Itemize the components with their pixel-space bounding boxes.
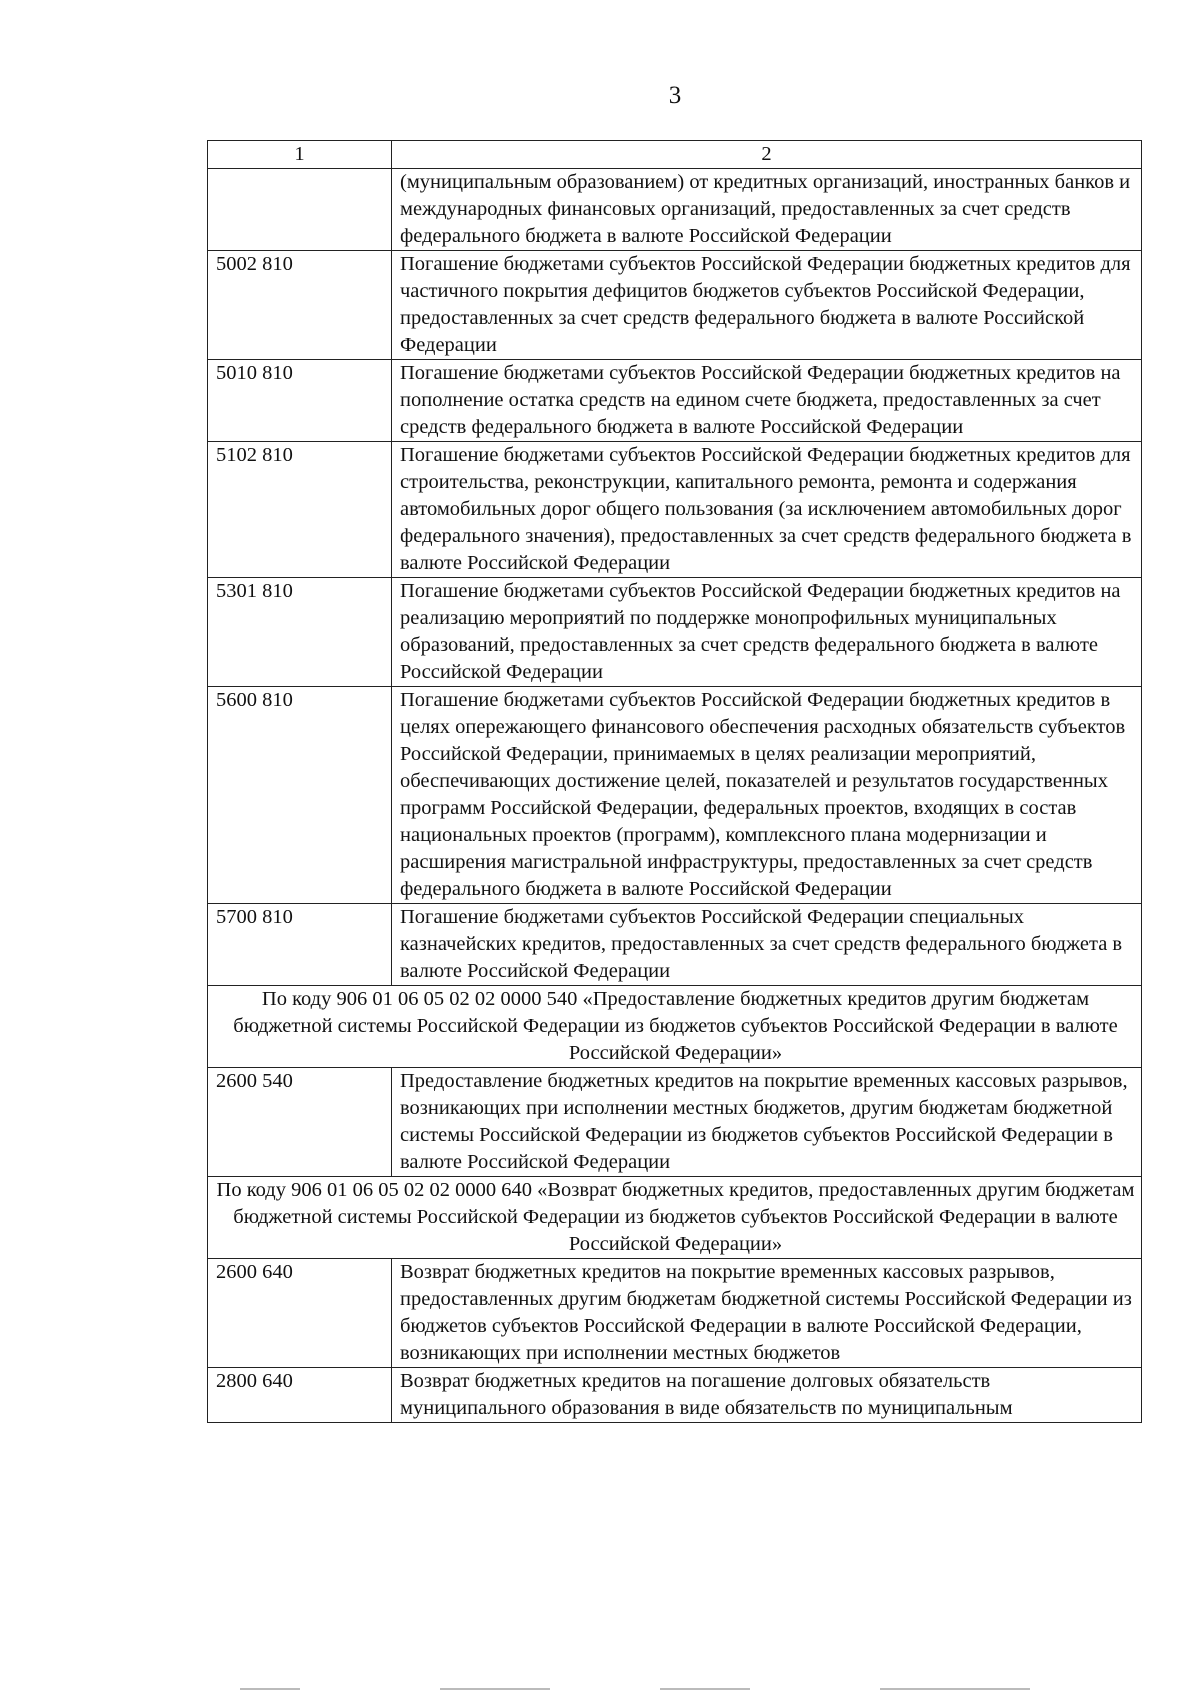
section-row (208, 986, 1142, 1068)
row-description: Погашение бюджетами субъектов Российской Федерации бюджетных кредитов в целях опережающего финансового обеспечения расходных обязательств субъектов Российской Федерации, принимаемых в целях реализации мероприятий, обеспечивающих достижение целей, показателей и результатов государственных программ Российской Федерации, федеральных проектов, входящих в состав национальных проектов (программ), комплексного плана модернизации и расширения магистральной инфраструктуры, предоставленных за счет средств федерального бюджета в валюте Российской Федерации (392, 687, 1142, 904)
table-row (208, 169, 1142, 251)
row-description: Возврат бюджетных кредитов на погашение долговых обязательств муниципального образования в виде обязательств по муниципальным (392, 1368, 1142, 1423)
table-row (208, 360, 1142, 442)
row-code: 2600 640 (208, 1259, 392, 1368)
page-number: 3 (668, 82, 682, 109)
table-row (208, 1259, 1142, 1368)
row-description: Погашение бюджетами субъектов Российской Федерации бюджетных кредитов для частичного покрытия дефицитов бюджетов субъектов Российской Федерации, предоставленных за счет средств федерального бюджета в валюте Российской Федерации (392, 251, 1142, 360)
table-row (208, 442, 1142, 578)
table-row (208, 1068, 1142, 1177)
row-code (208, 169, 392, 251)
row-description: Погашение бюджетами субъектов Российской Федерации бюджетных кредитов для строительства, реконструкции, капитального ремонта, ремонта и содержания автомобильных дорог общего пользования (за исключением автомобильных дорог федерального значения), предоставленных за счет средств федерального бюджета в валюте Российской Федерации (392, 442, 1142, 578)
section-row (208, 1177, 1142, 1259)
row-description: Погашение бюджетами субъектов Российской Федерации бюджетных кредитов на реализацию мероприятий по поддержке монопрофильных муниципальных образований, предоставленных за счет средств федерального бюджета в валюте Российской Федерации (392, 578, 1142, 687)
row-code: 2600 540 (208, 1068, 392, 1177)
row-description: (муниципальным образованием) от кредитных организаций, иностранных банков и международных финансовых организаций, предоставленных за счет средств федерального бюджета в валюте Российской Федерации (392, 169, 1142, 251)
row-code: 5002 810 (208, 251, 392, 360)
row-code: 5600 810 (208, 687, 392, 904)
scan-artifact-marks (240, 1688, 1040, 1691)
table-row (208, 578, 1142, 687)
section-heading: По коду 906 01 06 05 02 02 0000 640 «Возврат бюджетных кредитов, предоставленных другим бюджетам бюджетной системы Российской Федерации из бюджетов субъектов Российской Федерации в валюте Российской Федерации» (208, 1177, 1142, 1259)
section-heading: По коду 906 01 06 05 02 02 0000 540 «Предоставление бюджетных кредитов другим бюджетам бюджетной системы Российской Федерации из бюджетов субъектов Российской Федерации в валюте Российской Федерации» (208, 986, 1142, 1068)
budget-codes-table (207, 140, 1142, 1423)
table-row (208, 251, 1142, 360)
row-code: 5700 810 (208, 904, 392, 986)
row-code: 5102 810 (208, 442, 392, 578)
table-row (208, 687, 1142, 904)
column-header-1: 1 (208, 141, 392, 169)
column-header-2: 2 (392, 141, 1142, 169)
row-code: 5301 810 (208, 578, 392, 687)
row-description: Возврат бюджетных кредитов на покрытие временных кассовых разрывов, предоставленных другим бюджетам бюджетной системы Российской Федерации из бюджетов субъектов Российской Федерации в валюте Российской Федерации, возникающих при исполнении местных бюджетов (392, 1259, 1142, 1368)
table-row (208, 904, 1142, 986)
row-code: 5010 810 (208, 360, 392, 442)
row-description: Погашение бюджетами субъектов Российской Федерации бюджетных кредитов на пополнение остатка средств на едином счете бюджета, предоставленных за счет средств федерального бюджета в валюте Российской Федерации (392, 360, 1142, 442)
row-description: Погашение бюджетами субъектов Российской Федерации специальных казначейских кредитов, предоставленных за счет средств федерального бюджета в валюте Российской Федерации (392, 904, 1142, 986)
row-code: 2800 640 (208, 1368, 392, 1423)
table-row (208, 1368, 1142, 1423)
table-header-row (208, 141, 1142, 169)
row-description: Предоставление бюджетных кредитов на покрытие временных кассовых разрывов, возникающих при исполнении местных бюджетов, другим бюджетам бюджетной системы Российской Федерации из бюджетов субъектов Российской Федерации в валюте Российской Федерации (392, 1068, 1142, 1177)
